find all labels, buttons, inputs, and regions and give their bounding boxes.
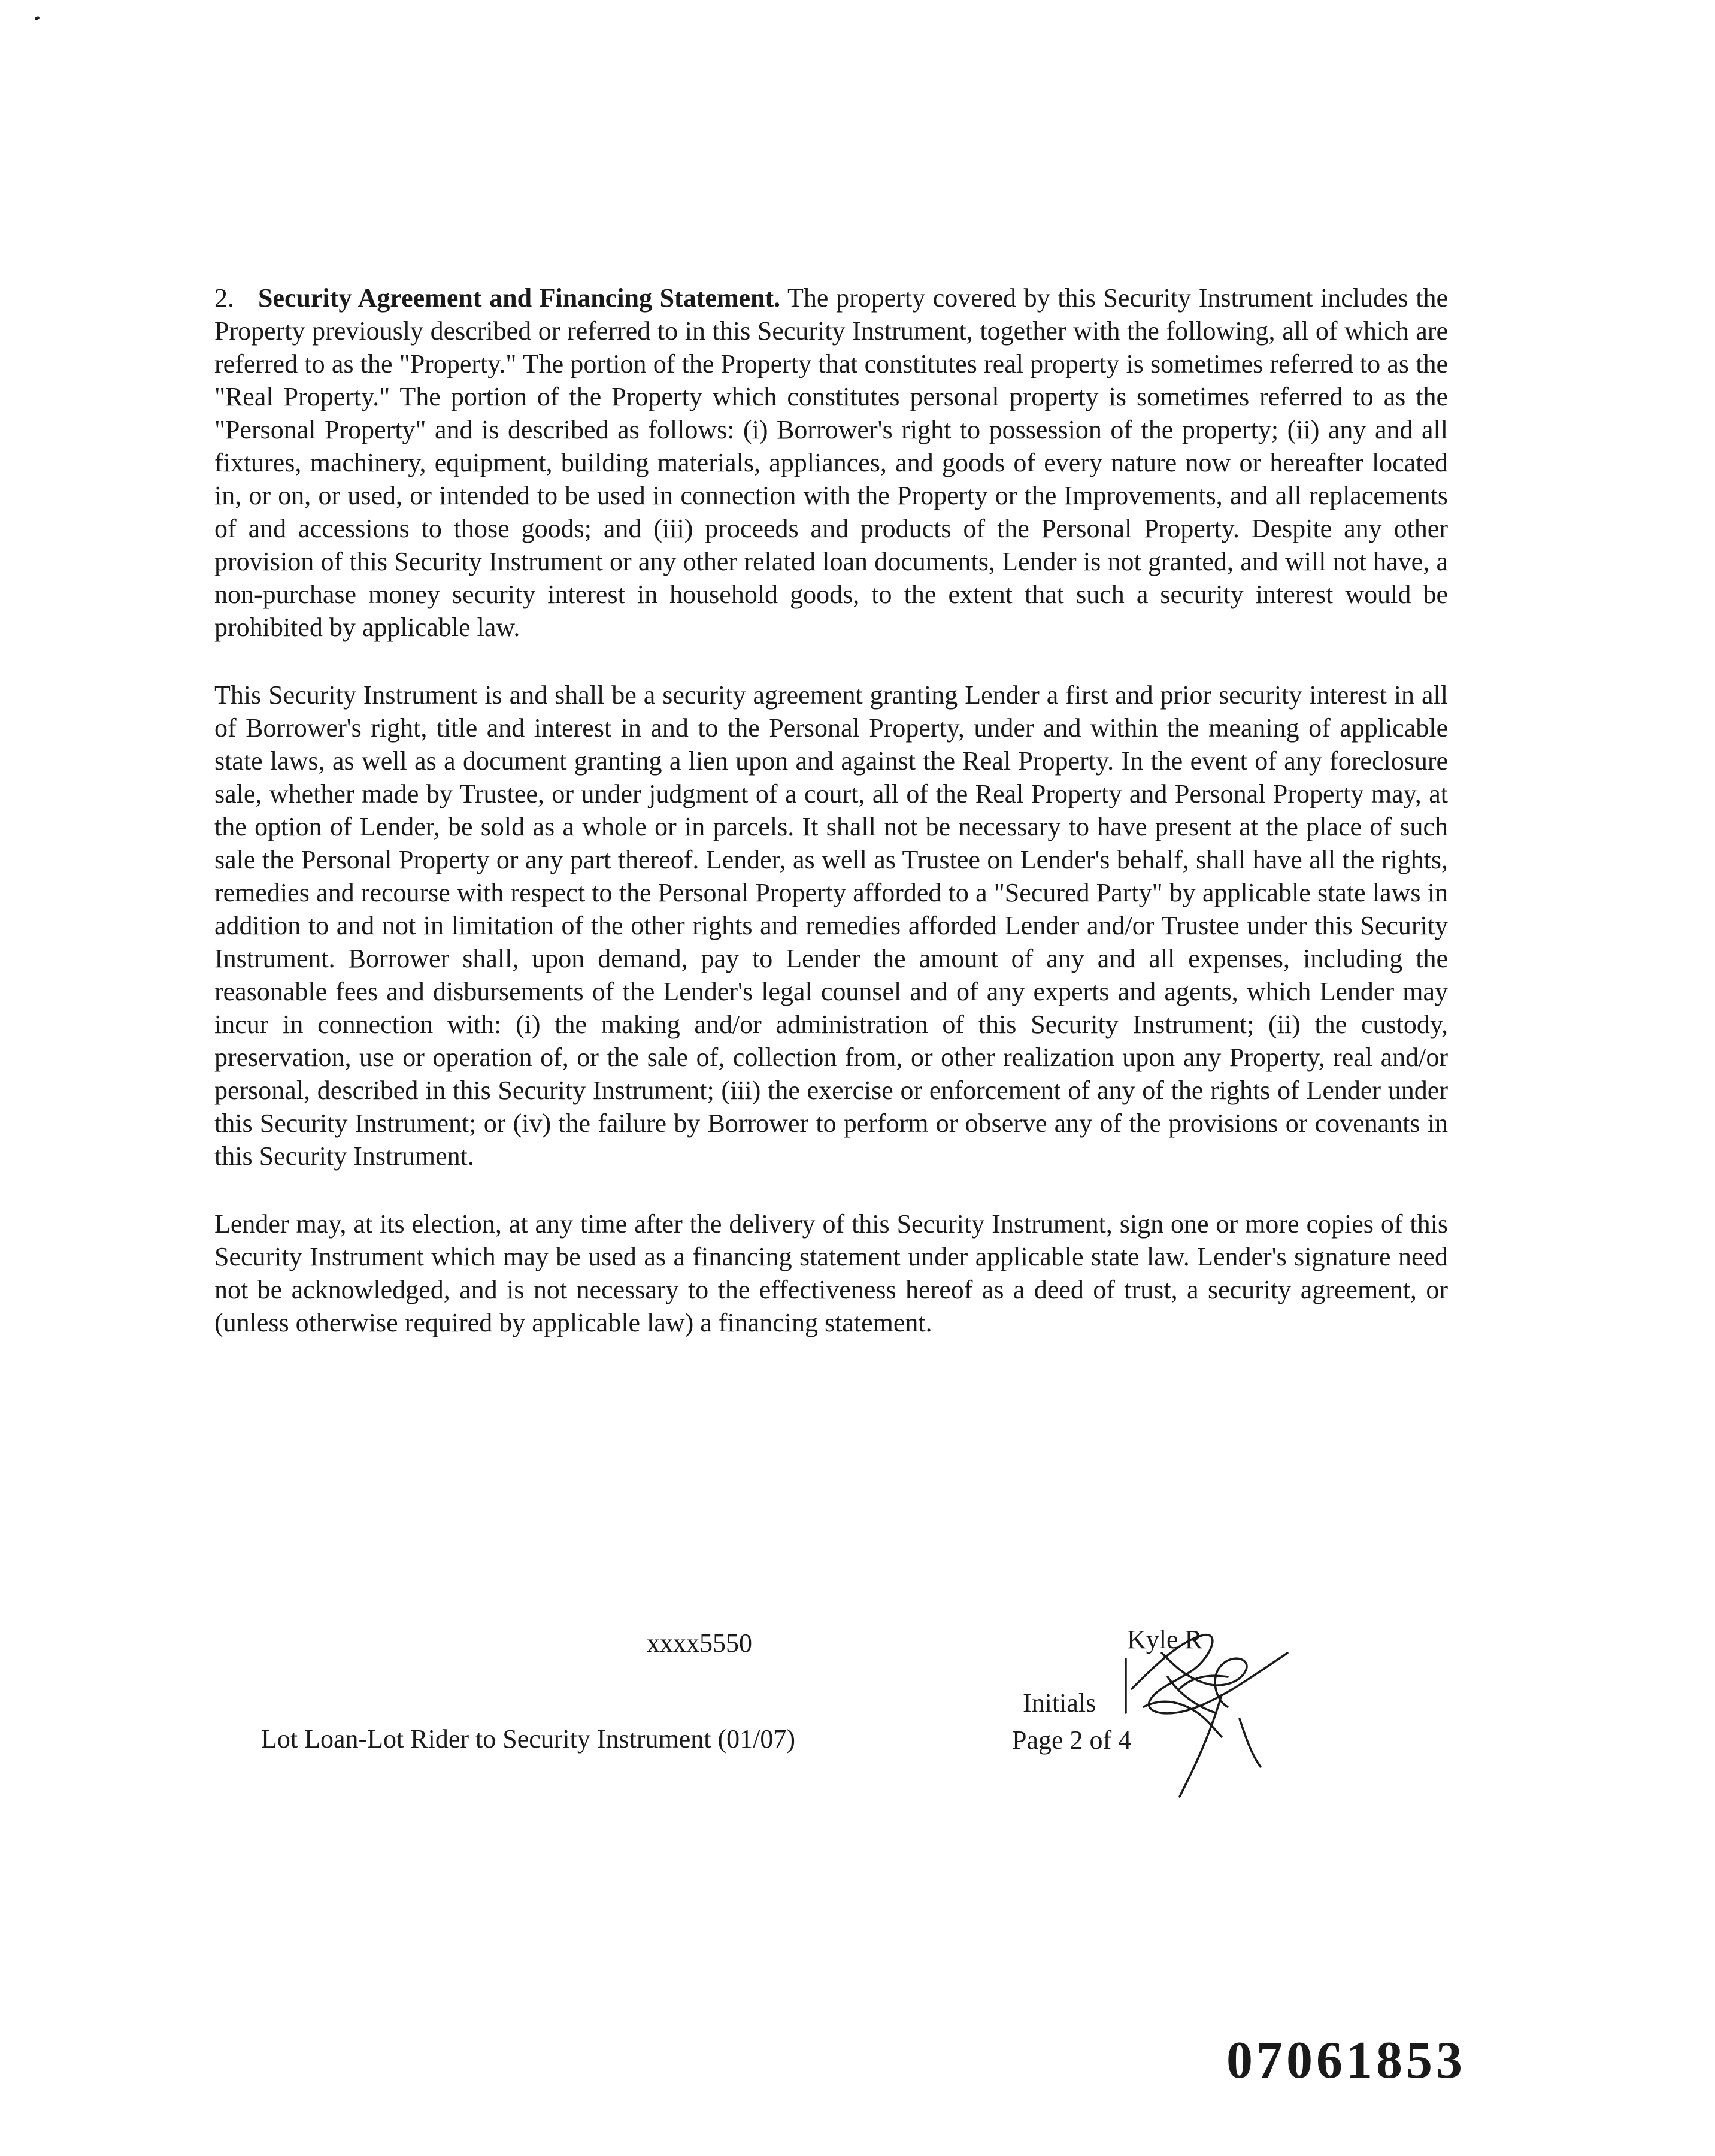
rider-title: Lot Loan-Lot Rider to Security Instrument (01/07): [261, 1724, 796, 1754]
scan-speck: [34, 16, 40, 21]
signer-name: Kyle R: [1127, 1625, 1202, 1654]
financing-statement-paragraph: Lender may, at its election, at any time after the delivery of this Security Instrument, sign one or more copies of this Security Instrument which may be used as a financing statement under applicable state law. Lender's signature need not be acknowledged, and is not necessary to the effectiveness hereof as a deed of trust, a security agreement, or (unless otherwise required by applicable law) a financing statement.: [214, 1209, 1448, 1337]
handwritten-signature: [1108, 1617, 1299, 1809]
section-2-paragraph: [214, 281, 1448, 644]
initials-label: Initials: [1023, 1688, 1096, 1718]
document-body: [214, 281, 1448, 1374]
security-agreement-paragraph: This Security Instrument is and shall be a security agreement granting Lender a first and prior security interest in all of Borrower's right, title and interest in and to the Personal Property, under and within the meaning of applicable state laws, as well as a document granting a lien upon and against the Real Property. In the event of any foreclosure sale, whether made by Trustee, or under judgment of a court, all of the Real Property and Personal Property may, at the option of Lender, be sold as a whole or in parcels. It shall not be necessary to have present at the place of such sale the Personal Property or any part thereof. Lender, as well as Trustee on Lender's behalf, shall have all the rights, remedies and recourse with respect to the Personal Property afforded to a "Secured Party" by applicable state laws in addition to and not in limitation of the other rights and remedies afforded Lender and/or Trustee under this Security Instrument. Borrower shall, upon demand, pay to Lender the amount of any and all expenses, including the reasonable fees and disbursements of the Lender's legal counsel and of any experts and agents, which Lender may incur in connection with: (i) the making and/or administration of this Security Instrument; (ii) the custody, preservation, use or operation of, or the sale of, collection from, or other realization upon any Property, real and/or personal, described in this Security Instrument; (iii) the exercise or enforcement of any of the rights of Lender under this Security Instrument; or (iv) the failure by Borrower to perform or observe any of the provisions or covenants in this Security Instrument.: [214, 680, 1448, 1171]
document-stamp-number: 07061853: [1226, 2031, 1466, 2090]
page-number: Page 2 of 4: [1012, 1725, 1132, 1755]
section-text: The property covered by this Security Instrument includes the Property previously described or referred to in this Security Instrument, together with the following, all of which are referred to as the "Property." The portion of the Property that constitutes real property is sometimes referred to as the "Real Property." The portion of the Property which constitutes personal property is sometimes referred to as the "Personal Property" and is described as follows: (i) Borrower's right to possession of the property; (ii) any and all fixtures, machinery, equipment, building materials, appliances, and goods of every nature now or hereafter located in, or on, or used, or intended to be used in connection with the Property or the Improvements, and all replacements of and accessions to those goods; and (iii) proceeds and products of the Personal Property. Despite any other provision of this Security Instrument or any other related loan documents, Lender is not granted, and will not have, a non-purchase money security interest in household goods, to the extent that such a security interest would be prohibited by applicable law.: [214, 283, 1448, 642]
section-number: 2.: [214, 283, 234, 313]
loan-number: xxxx5550: [647, 1628, 752, 1658]
section-heading: Security Agreement and Financing Statement.: [258, 283, 781, 313]
